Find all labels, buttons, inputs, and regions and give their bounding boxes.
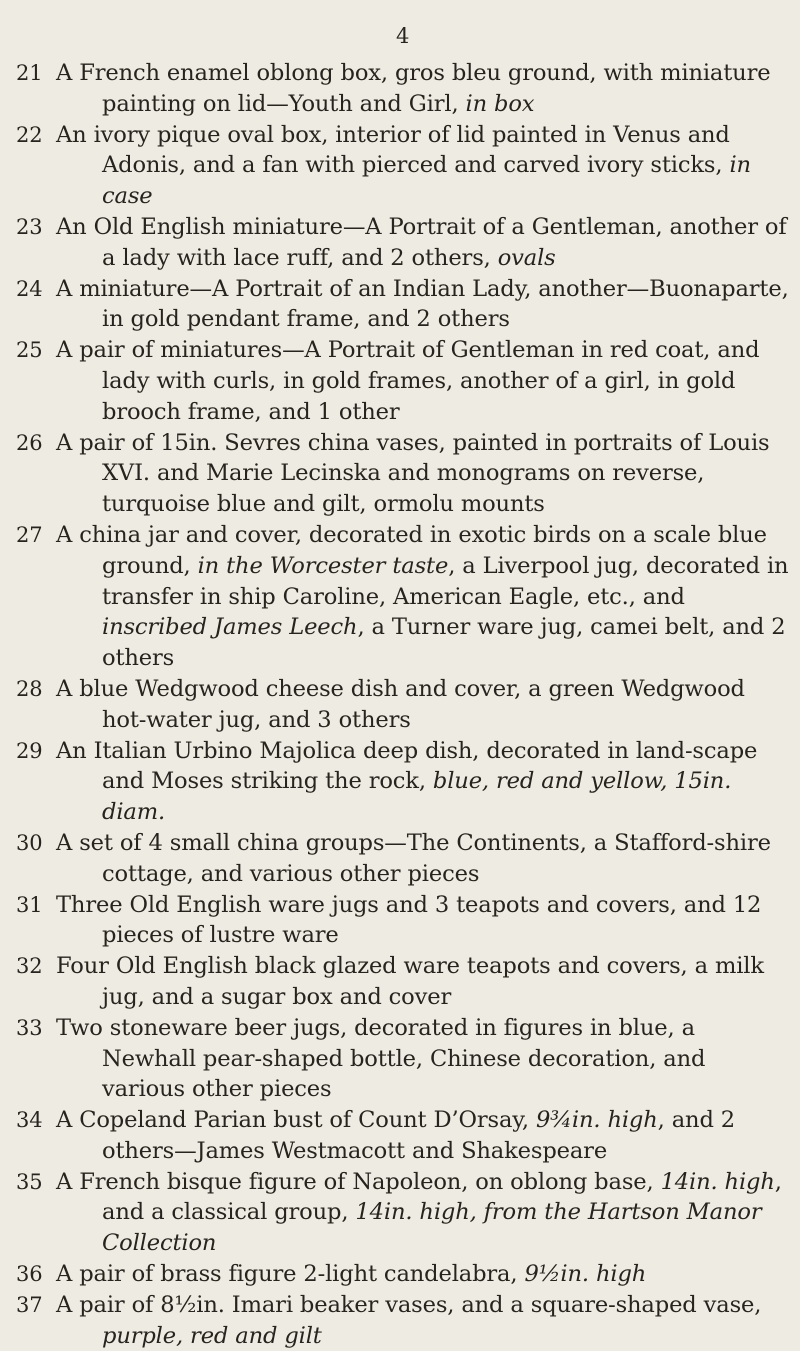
lot-description-text: , a Turner ware jug, camei belt, and 2 others bbox=[102, 614, 786, 672]
lot-entry bbox=[16, 1013, 794, 1105]
lot-description-text: , a Liverpool jug, decorated in transfer in ship Caroline, American Eagle, etc., and bbox=[102, 552, 789, 610]
lot-entry bbox=[16, 736, 794, 828]
lot-description bbox=[56, 890, 794, 952]
lot-description-text: A French enamel oblong box, gros bleu ground, with miniature painting on lid—Youth and Girl, bbox=[56, 60, 771, 117]
lot-description bbox=[56, 1259, 794, 1290]
lot-number: 37 bbox=[16, 1292, 43, 1317]
lot-number: 24 bbox=[16, 276, 43, 301]
lot-description bbox=[56, 1105, 794, 1167]
lot-description-italic: in the Worcester taste bbox=[197, 552, 449, 579]
lot-description-text: A pair of miniatures—A Portrait of Gentleman in red coat, and lady with curls, in gold frames, another of a girl, in gold brooch frame, and 1 other bbox=[56, 337, 760, 425]
lot-description-italic: in case bbox=[102, 152, 751, 210]
lot-number: 30 bbox=[16, 830, 43, 855]
lot-entry bbox=[16, 951, 794, 1013]
lot-number: 27 bbox=[16, 522, 43, 547]
lot-description-italic: inscribed James Leech bbox=[102, 614, 358, 641]
lot-number: 35 bbox=[16, 1169, 43, 1194]
lot-description bbox=[56, 58, 794, 120]
lot-entry bbox=[16, 1167, 794, 1259]
lot-description-italic: 14in. high bbox=[660, 1168, 775, 1195]
lot-number: 25 bbox=[16, 338, 43, 363]
lot-entry bbox=[16, 1290, 794, 1351]
lot-description-italic: ovals bbox=[497, 244, 556, 271]
lot-description-text: A pair of 8½in. Imari beaker vases, and a square-shaped vase, bbox=[56, 1291, 762, 1318]
lot-description-italic: 9½in. high bbox=[524, 1261, 647, 1288]
lot-description-text: A miniature—A Portrait of an Indian Lady, another—Buonaparte, in gold pendant frame, and 2 others bbox=[56, 275, 789, 333]
lot-description-text: Four Old English black glazed ware teapots and covers, a milk jug, and a sugar box and cover bbox=[56, 953, 764, 1010]
lot-description-text: A pair of 15in. Sevres china vases, painted in portraits of Louis XVI. and Marie Lecinska and monograms on reverse, turquoise blue and gilt, ormolu mounts bbox=[56, 429, 770, 518]
lot-list bbox=[16, 58, 794, 1351]
lot-description bbox=[56, 1167, 794, 1259]
lot-description-text: , and 2 others—James Westmacott and Shakespeare bbox=[102, 1107, 736, 1164]
lot-number: 36 bbox=[16, 1262, 43, 1287]
lot-number: 32 bbox=[16, 954, 43, 979]
lot-description-text: An Italian Urbino Majolica deep dish, decorated in land-scape and Moses striking the rock, bbox=[56, 737, 758, 795]
lot-description-italic: 14in. high, from the Hartson Manor Collection bbox=[102, 1199, 762, 1257]
lot-entry bbox=[16, 428, 794, 520]
lot-number: 21 bbox=[16, 61, 43, 85]
lot-description-italic: blue, red and yellow, 15in. diam. bbox=[102, 768, 732, 826]
lot-number: 23 bbox=[16, 214, 43, 239]
lot-entry bbox=[16, 335, 794, 427]
lot-number: 22 bbox=[16, 122, 43, 147]
lot-description-text: A blue Wedgwood cheese dish and cover, a green Wedgwood hot-water jug, and 3 others bbox=[56, 675, 745, 733]
lot-description-text: A Copeland Parian bust of Count D’Orsay, bbox=[56, 1107, 536, 1134]
lot-description bbox=[56, 335, 794, 427]
lot-number: 34 bbox=[16, 1108, 43, 1133]
lot-entry bbox=[16, 520, 794, 674]
lot-description-text: A pair of brass figure 2-light candelabra, bbox=[56, 1261, 525, 1288]
lot-description bbox=[56, 212, 794, 274]
lot-description bbox=[56, 674, 794, 736]
lot-description bbox=[56, 951, 794, 1013]
lot-description-text: Three Old English ware jugs and 3 teapots and covers, and 12 pieces of lustre ware bbox=[56, 891, 762, 949]
lot-entry bbox=[16, 120, 794, 212]
lot-description-italic: 9¾in. high bbox=[535, 1107, 658, 1134]
lot-description bbox=[56, 428, 794, 520]
lot-description-italic: purple, red and gilt bbox=[102, 1322, 322, 1349]
page-number: 4 bbox=[396, 24, 410, 48]
lot-description-text: A French bisque figure of Napoleon, on oblong base, bbox=[56, 1168, 661, 1195]
lot-entry bbox=[16, 1105, 794, 1167]
lot-number: 29 bbox=[16, 738, 43, 763]
lot-entry bbox=[16, 212, 794, 274]
lot-description bbox=[56, 736, 794, 828]
lot-description-text: An Old English miniature—A Portrait of a Gentleman, another of a lady with lace ruff, and 2 others, bbox=[56, 213, 787, 271]
lot-number: 33 bbox=[16, 1015, 43, 1040]
lot-number: 31 bbox=[16, 892, 43, 917]
lot-entry bbox=[16, 1259, 794, 1290]
lot-description bbox=[56, 520, 794, 674]
lot-description-text: Two stoneware beer jugs, decorated in figures in blue, a Newhall pear-shaped bottle, Chinese decoration, and various other pieces bbox=[56, 1014, 706, 1103]
lot-description bbox=[56, 1013, 794, 1105]
lot-description-text: A china jar and cover, decorated in exotic birds on a scale blue ground, bbox=[56, 521, 767, 579]
lot-description-text: , and a classical group, bbox=[102, 1168, 782, 1226]
lot-number: 26 bbox=[16, 430, 43, 455]
lot-entry bbox=[16, 890, 794, 952]
lot-description-text: An ivory pique oval box, interior of lid painted in Venus and Adonis, and a fan with pierced and carved ivory sticks, bbox=[56, 121, 730, 179]
lot-entry bbox=[16, 58, 794, 120]
lot-entry bbox=[16, 828, 794, 890]
lot-description bbox=[56, 120, 794, 212]
lot-description bbox=[56, 828, 794, 890]
lot-description-text: A set of 4 small china groups—The Continents, a Stafford-shire cottage, and various other pieces bbox=[56, 829, 771, 887]
lot-entry bbox=[16, 274, 794, 336]
lot-description bbox=[56, 1290, 794, 1351]
lot-description-italic: in box bbox=[465, 90, 535, 117]
lot-description bbox=[56, 274, 794, 336]
lot-entry bbox=[16, 674, 794, 736]
lot-number: 28 bbox=[16, 676, 43, 701]
